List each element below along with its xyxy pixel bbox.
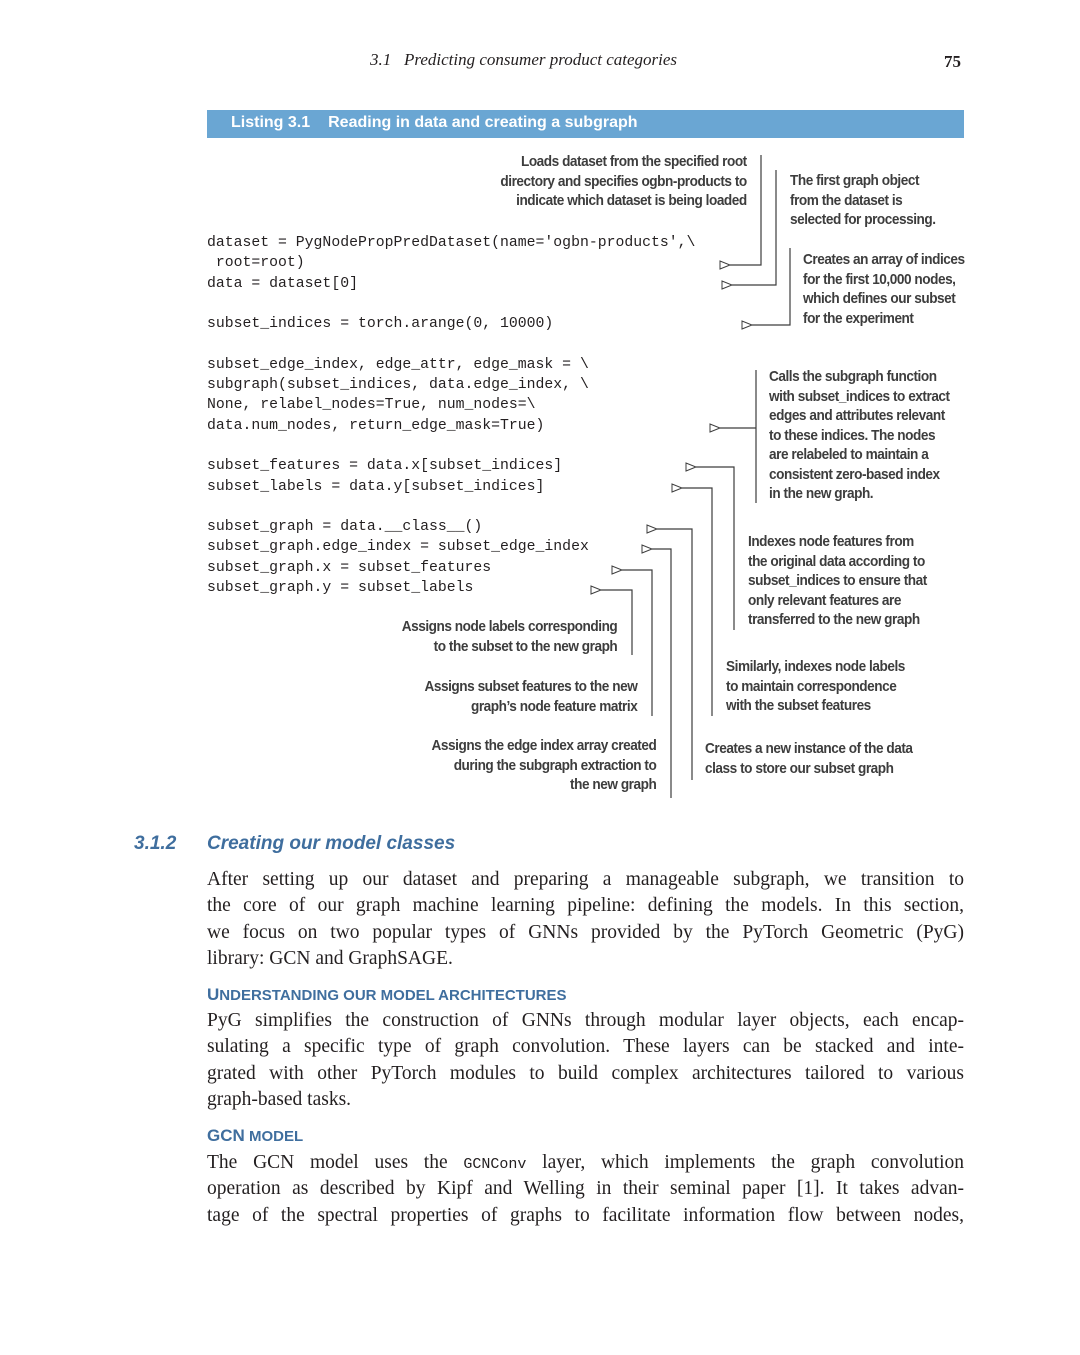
annotation-line: in the new graph. — [769, 486, 874, 502]
listing-caption: Reading in data and creating a subgraph — [328, 114, 638, 131]
paragraph-line: we focus on two popular types of GNNs provided by the PyTorch Geometric (PyG) — [207, 921, 964, 943]
code-line: subset_graph.y = subset_labels — [207, 580, 474, 597]
annotation-assigns-labels — [401, 618, 617, 657]
annotation-line: class to store our subset graph — [705, 760, 894, 777]
annotation-assigns-edge-index — [431, 737, 656, 796]
code-line: subset_features = data.x[subset_indices] — [207, 458, 563, 475]
leader-indexes-labels — [682, 488, 712, 716]
paragraph-line: sulating a specific type of graph convolution. These layers can be stacked and inte- — [207, 1036, 964, 1058]
section-title: Creating our model classes — [207, 833, 456, 854]
annotation-line: selected for processing. — [790, 212, 936, 228]
annotation-line: transferred to the new graph — [748, 612, 920, 628]
code-line: root=root) — [207, 255, 305, 272]
annotation-line: indicate which dataset is being loaded — [516, 193, 747, 209]
paragraph-line: operation as described by Kipf and Welling in their seminal paper [1]. It takes advan- — [207, 1178, 964, 1200]
annotation-line: directory and specifies ogbn-products to — [500, 173, 747, 190]
code-line: subset_edge_index, edge_attr, edge_mask = \ — [207, 356, 589, 373]
code-line: subset_labels = data.y[subset_indices] — [207, 478, 545, 495]
annotation-line: Similarly, indexes node labels — [726, 659, 905, 675]
annotation-line: to maintain correspondence — [726, 678, 897, 695]
annotation-creates-instance — [705, 740, 913, 779]
annotation-line: for the experiment — [803, 310, 914, 327]
page-number: 75 — [944, 52, 961, 71]
annotation-creates-array — [803, 251, 965, 329]
code-line: data.num_nodes, return_edge_mask=True) — [207, 417, 545, 434]
annotation-line: Creates an array of indices — [803, 252, 965, 268]
paragraph-line: graph-based tasks. — [207, 1088, 352, 1110]
annotation-line: to these indices. The nodes — [769, 427, 936, 444]
annotation-calls-subgraph — [769, 368, 950, 505]
code-line: subset_graph.edge_index = subset_edge_index — [207, 539, 589, 556]
annotation-line: with subset_indices to extract — [769, 388, 950, 405]
annotation-assigns-features — [424, 678, 637, 717]
annotation-line: graph’s node feature matrix — [470, 698, 637, 715]
annotation-line: subset_indices to ensure that — [748, 573, 927, 589]
running-header-title: 3.1 Predicting consumer product categories — [370, 50, 678, 69]
code-line: data = dataset[0] — [207, 275, 358, 292]
subhead-gcn-model: GCN MODEL — [207, 1126, 304, 1145]
annotation-line: with the subset features — [726, 698, 871, 714]
annotation-line: are relabeled to maintain a — [769, 447, 929, 463]
annotation-line: the new graph — [569, 777, 656, 793]
listing-number: Listing 3.1 — [231, 114, 311, 131]
code-line: dataset = PygNodePropPredDataset(name='ogbn-products',\ — [207, 235, 696, 251]
annotation-line: the original data according to — [748, 553, 925, 570]
annotation-line: Assigns node labels corresponding — [401, 619, 617, 635]
annotation-indexes-labels — [726, 658, 905, 717]
code-line: subgraph(subset_indices, data.edge_index, \ — [207, 377, 589, 394]
paragraph-line: library: GCN and GraphSAGE. — [207, 947, 453, 969]
annotation-line: only relevant features are — [748, 592, 901, 609]
section-number: 3.1.2 — [134, 833, 177, 854]
annotation-line: Indexes node features from — [748, 534, 914, 550]
paragraph-line: The GCN model uses the GCNConv layer, which implements the graph convolution — [207, 1152, 964, 1173]
code-line: None, relabel_nodes=True, num_nodes=\ — [207, 397, 536, 414]
code-line: subset_graph.x = subset_features — [207, 559, 492, 576]
annotation-indexes-features — [748, 533, 927, 631]
annotation-line: Loads dataset from the specified root — [521, 154, 747, 170]
paragraph-line: tage of the spectral properties of graphs to facilitate information flow between nodes, — [207, 1204, 964, 1226]
leader-creates-instance — [657, 529, 692, 780]
paragraph-intro — [207, 867, 964, 972]
annotation-line: Creates a new instance of the data — [705, 741, 913, 757]
annotation-line: The first graph object — [790, 173, 920, 189]
annotation-line: edges and attributes relevant — [769, 408, 945, 424]
annotation-line: Assigns the edge index array created — [431, 738, 656, 754]
leader-creates-array — [752, 248, 790, 325]
annotation-line: during the subgraph extraction to — [453, 757, 656, 774]
inline-code-gcnconv: GCNConv — [463, 1156, 527, 1173]
annotation-loads-dataset — [501, 153, 747, 212]
leader-indexes-features — [696, 467, 734, 630]
paragraph-line: PyG simplifies the construction of GNNs through modular layer objects, each encap- — [207, 1010, 964, 1031]
annotation-line: Calls the subgraph function — [769, 369, 937, 385]
paragraph-line: After setting up our dataset and preparing a manageable subgraph, we transition to — [207, 869, 964, 890]
annotation-line: from the dataset is — [790, 192, 903, 209]
annotation-line: Assigns subset features to the new — [424, 679, 637, 695]
paragraph-line: the core of our graph machine learning pipeline: defining the models. In this section, — [207, 895, 964, 917]
subhead-model-architectures: UNDERSTANDING OUR MODEL ARCHITECTURES — [207, 985, 567, 1004]
code-line: subset_indices = torch.arange(0, 10000) — [207, 316, 554, 333]
paragraph-pyg — [207, 1008, 964, 1113]
annotation-line: which defines our subset — [803, 291, 956, 307]
annotation-line: consistent zero-based index — [769, 466, 940, 483]
annotation-line: for the first 10,000 nodes, — [803, 271, 956, 288]
leader-calls-subgraph — [720, 370, 756, 503]
code-line: subset_graph = data.__class__() — [207, 519, 483, 536]
paragraph-line: grated with other PyTorch modules to build complex architectures tailored to various — [207, 1062, 964, 1084]
annotation-line: to the subset to the new graph — [433, 638, 617, 655]
paragraph-gcn — [207, 1150, 964, 1229]
annotation-first-graph — [790, 172, 936, 231]
